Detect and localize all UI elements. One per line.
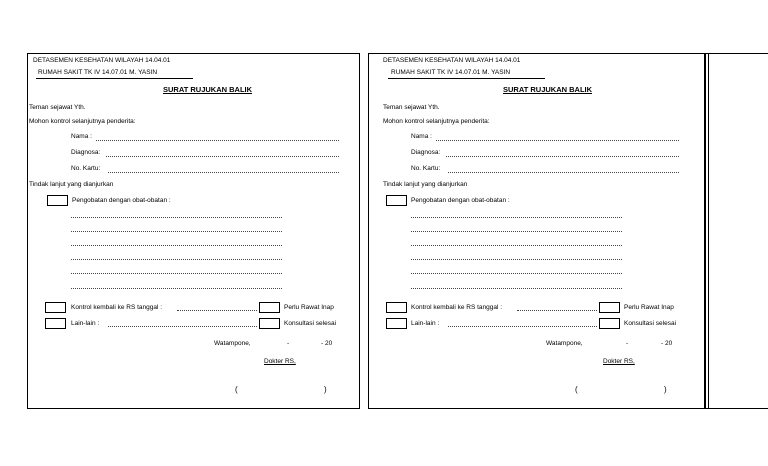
name-label: Nama : <box>411 133 432 140</box>
doctor-label: Dokter RS, <box>264 358 296 365</box>
request-text: Mohon kontrol selanjutnya penderita: <box>383 118 490 125</box>
diagnosis-field[interactable] <box>446 156 679 157</box>
diagnosis-label: Diagnosa: <box>71 149 101 156</box>
inpatient-label: Perlu Rawat Inap <box>624 304 674 311</box>
treatment-label: Pengobatan dengan obat-obatan : <box>72 197 171 204</box>
control-label: Kontrol kembali ke RS tanggal : <box>71 304 163 311</box>
treatment-line[interactable] <box>71 231 282 232</box>
followup-label: Tindak lanjut yang dianjurkan <box>383 181 468 188</box>
card-number-field[interactable] <box>108 172 339 173</box>
name-label: Nama : <box>71 133 92 140</box>
control-checkbox[interactable] <box>45 302 66 313</box>
treatment-label: Pengobatan dengan obat-obatan : <box>411 197 510 204</box>
control-label: Kontrol kembali ke RS tanggal : <box>411 304 503 311</box>
signature-open: ( <box>575 385 578 394</box>
done-label: Konsultasi selesai <box>624 320 677 327</box>
header-hospital: RUMAH SAKIT TK IV 14.07.01 M. YASIN <box>391 69 511 76</box>
greeting: Teman sejawat Yth. <box>383 104 440 111</box>
other-checkbox[interactable] <box>386 318 407 329</box>
date-separator: - <box>287 340 290 347</box>
header-unit: DETASEMEN KESEHATAN WILAYAH 14.04.01 <box>383 57 521 64</box>
treatment-line[interactable] <box>411 259 622 260</box>
signature-close: ) <box>664 385 667 394</box>
header-underline <box>36 78 193 79</box>
other-label: Lain-lain : <box>71 320 100 327</box>
card-number-label: No. Kartu: <box>411 165 441 172</box>
name-field[interactable] <box>436 140 679 141</box>
other-field[interactable] <box>448 326 597 327</box>
referral-form-right <box>368 53 705 409</box>
header-unit: DETASEMEN KESEHATAN WILAYAH 14.04.01 <box>33 57 171 64</box>
treatment-line[interactable] <box>411 273 622 274</box>
diagnosis-label: Diagnosa: <box>411 149 441 156</box>
year-label: - 20 <box>321 340 333 347</box>
control-date-field[interactable] <box>517 310 597 311</box>
header-hospital: RUMAH SAKIT TK IV 14.07.01 M. YASIN <box>38 69 158 76</box>
other-field[interactable] <box>108 326 257 327</box>
treatment-checkbox[interactable] <box>47 195 68 206</box>
referral-form-left <box>27 53 360 409</box>
done-checkbox[interactable] <box>599 318 620 329</box>
name-field[interactable] <box>96 140 339 141</box>
form-title: SURAT RUJUKAN BALIK <box>163 85 253 94</box>
followup-label: Tindak lanjut yang dianjurkan <box>29 181 114 188</box>
signature-open: ( <box>235 385 238 394</box>
inpatient-checkbox[interactable] <box>259 302 280 313</box>
card-number-label: No. Kartu: <box>71 165 101 172</box>
date-separator: - <box>626 340 629 347</box>
treatment-line[interactable] <box>71 245 282 246</box>
treatment-line[interactable] <box>411 231 622 232</box>
treatment-line[interactable] <box>71 288 282 289</box>
form-title: SURAT RUJUKAN BALIK <box>503 85 593 94</box>
inpatient-label: Perlu Rawat Inap <box>284 304 334 311</box>
inpatient-checkbox[interactable] <box>599 302 620 313</box>
doctor-label: Dokter RS, <box>603 358 635 365</box>
other-checkbox[interactable] <box>45 318 66 329</box>
place-label: Watampone, <box>214 340 251 347</box>
place-label: Watampone, <box>546 340 583 347</box>
greeting: Teman sejawat Yth. <box>29 104 86 111</box>
other-label: Lain-lain : <box>411 320 440 327</box>
done-label: Konsultasi selesai <box>284 320 337 327</box>
treatment-line[interactable] <box>71 273 282 274</box>
treatment-checkbox[interactable] <box>386 195 407 206</box>
header-underline <box>388 78 545 79</box>
diagnosis-field[interactable] <box>106 156 339 157</box>
year-label: - 20 <box>661 340 673 347</box>
treatment-line[interactable] <box>71 217 282 218</box>
request-text: Mohon kontrol selanjutnya penderita: <box>29 118 136 125</box>
control-checkbox[interactable] <box>386 302 407 313</box>
control-date-field[interactable] <box>177 310 257 311</box>
treatment-line[interactable] <box>411 217 622 218</box>
treatment-line[interactable] <box>71 259 282 260</box>
treatment-line[interactable] <box>411 245 622 246</box>
card-number-field[interactable] <box>448 172 679 173</box>
signature-close: ) <box>324 385 327 394</box>
done-checkbox[interactable] <box>259 318 280 329</box>
treatment-line[interactable] <box>411 288 622 289</box>
next-form-edge <box>705 53 768 409</box>
